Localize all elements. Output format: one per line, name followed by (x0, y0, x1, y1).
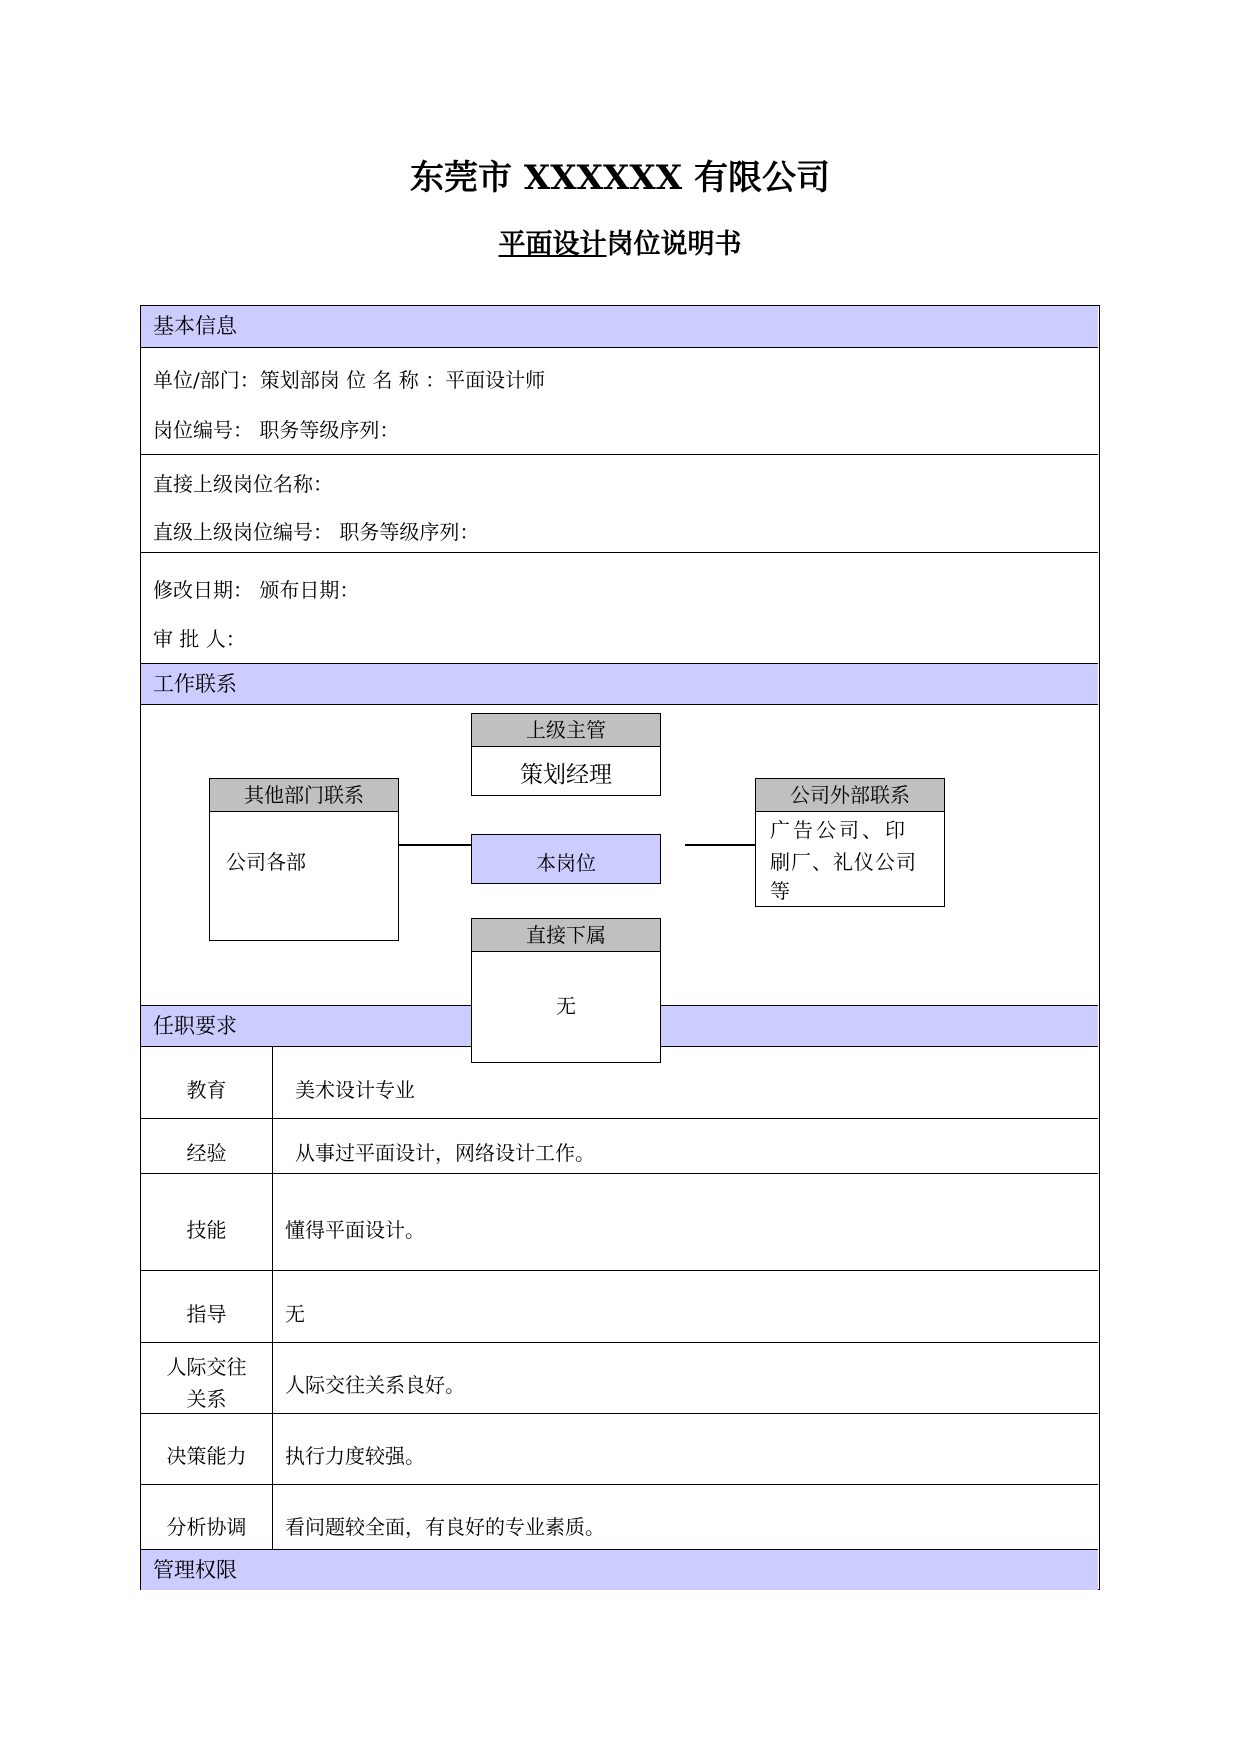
req-label-education: 教育 (186, 1078, 227, 1102)
company-name: 东莞市 XXXXXX 有限公司 (410, 158, 830, 198)
superior-code-line: 直级上级岗位编号： 职务等级序列： (153, 520, 480, 544)
section-basic-info: 基本信息 (141, 306, 1098, 348)
section-work-relations: 工作联系 (141, 663, 1098, 705)
req-label-skills: 技能 (186, 1218, 227, 1242)
req-label-experience: 经验 (186, 1141, 227, 1165)
document-title (0, 222, 1240, 261)
unit-dept-line: 单位/部门：策划部岗 位 名 称 ：平面设计师 (153, 368, 546, 392)
external-box-line: 广告公司、印 (770, 818, 908, 842)
external-box-line: 刷厂、礼仪公司 (770, 850, 917, 874)
this-post-box-text: 本岗位 (536, 851, 596, 875)
section-management-authority: 管理权限 (141, 1549, 1098, 1590)
req-label-interpersonal-line: 关系 (186, 1387, 227, 1411)
superior-box-header: 上级主管 (471, 713, 661, 747)
approver-line: 审 批 人： (153, 627, 246, 651)
dates-line: 修改日期： 颁布日期： (153, 578, 360, 602)
req-value-education: 美术设计专业 (295, 1078, 415, 1102)
row-divider (141, 1173, 1098, 1174)
this-post-box (471, 834, 661, 884)
row-divider (141, 1270, 1098, 1271)
subordinate-box-text: 无 (556, 994, 576, 1018)
other-dept-box-header: 其他部门联系 (209, 778, 399, 812)
superior-name-line: 直接上级岗位名称： (153, 472, 333, 496)
req-value-interpersonal: 人际交往关系良好。 (285, 1373, 465, 1397)
external-box-line: 等 (770, 879, 790, 903)
subordinate-box-header: 直接下属 (471, 918, 661, 952)
external-box-header: 公司外部联系 (755, 778, 945, 812)
row-divider (141, 1484, 1098, 1485)
req-value-decision: 执行力度较强。 (285, 1444, 425, 1468)
req-value-guidance: 无 (285, 1302, 305, 1326)
document-title-position: 平面设计 (498, 229, 607, 260)
superior-box-text: 策划经理 (520, 762, 612, 788)
req-label-interpersonal-line: 人际交往 (166, 1355, 247, 1379)
divider (141, 552, 1098, 553)
req-label-guidance: 指导 (186, 1302, 227, 1326)
req-value-analysis: 看问题较全面，有良好的专业素质。 (285, 1515, 605, 1539)
row-divider (141, 1118, 1098, 1119)
external-box (755, 811, 945, 907)
superior-box (471, 746, 661, 796)
other-dept-box-text: 公司各部 (226, 850, 306, 874)
req-label-decision: 决策能力 (166, 1444, 247, 1468)
req-value-experience: 从事过平面设计，网络设计工作。 (295, 1141, 595, 1165)
column-divider (272, 1046, 273, 1549)
req-label-interpersonal (141, 1351, 272, 1415)
document-title-suffix: 岗位说明书 (606, 229, 742, 260)
post-code-line: 岗位编号： 职务等级序列： (153, 418, 400, 442)
divider (141, 454, 1098, 455)
req-label-analysis: 分析协调 (166, 1515, 247, 1539)
subordinate-box (471, 951, 661, 1063)
row-divider (141, 1342, 1098, 1343)
row-divider (141, 1413, 1098, 1414)
req-value-skills: 懂得平面设计。 (285, 1218, 425, 1242)
section-requirements: 任职要求 (141, 1005, 1098, 1047)
job-description-table (140, 305, 1100, 1590)
other-dept-box (209, 811, 399, 941)
